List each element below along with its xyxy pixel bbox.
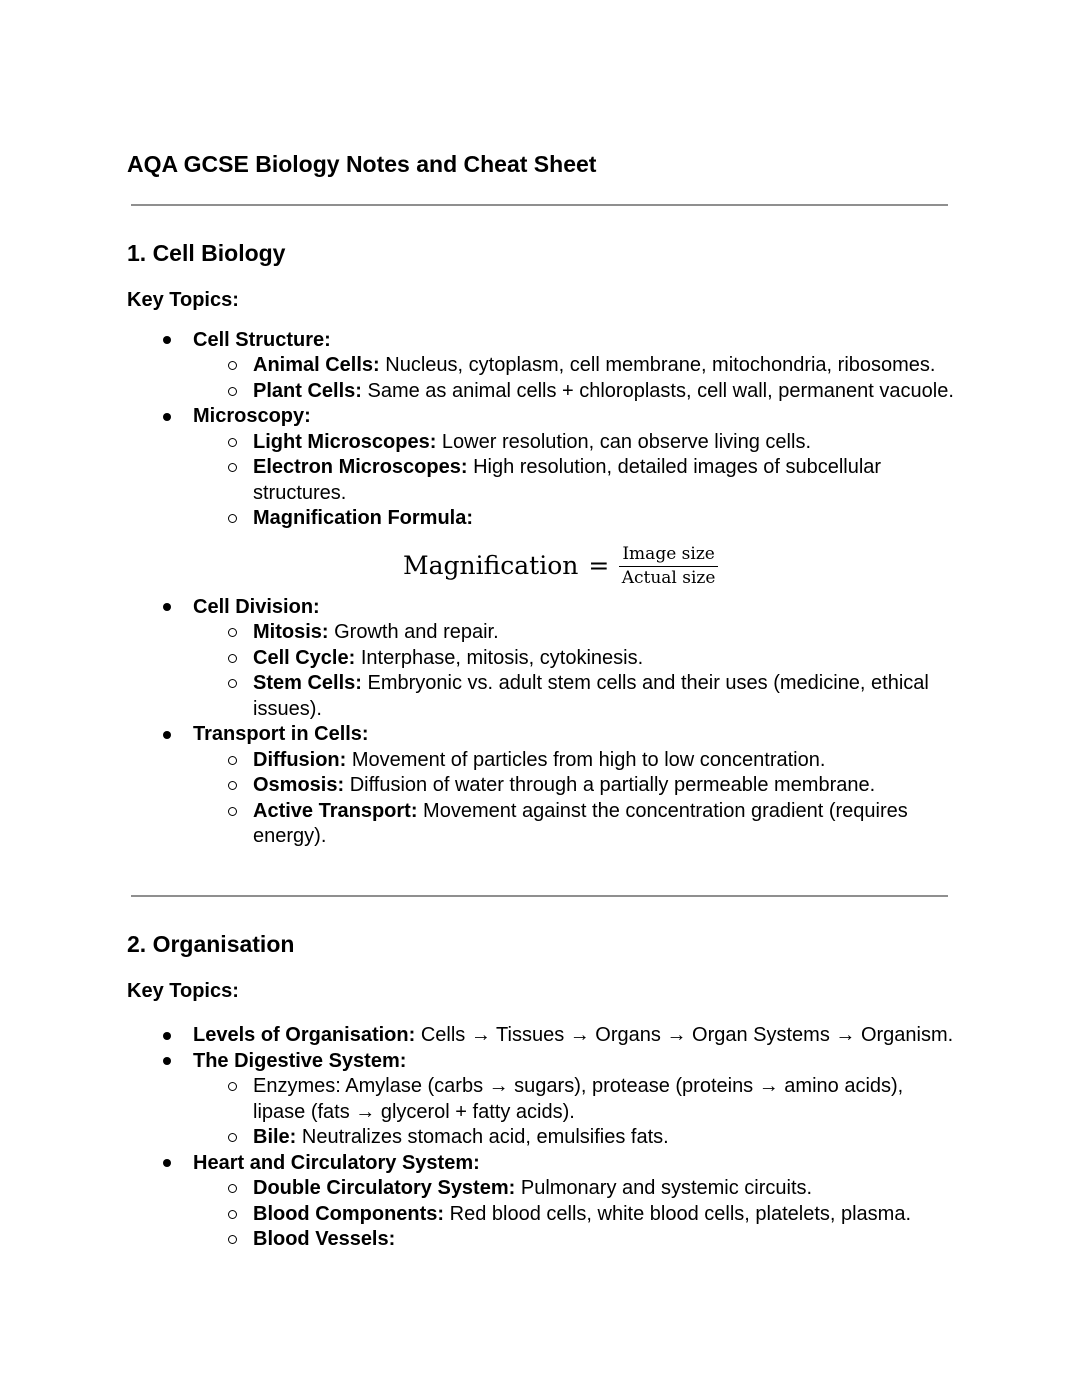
subtopic-label: Electron Microscopes: (253, 456, 468, 478)
subtopic-label: Blood Vessels: (253, 1228, 396, 1250)
key-topics-label: Key Topics: (127, 289, 239, 311)
section-heading: 2. Organisation (127, 930, 295, 957)
formula-denominator: Actual size (621, 567, 716, 588)
topic-content (193, 404, 955, 595)
section-heading: 1. Cell Biology (127, 240, 286, 266)
subtopic-label: Cell Cycle: (253, 646, 356, 669)
bullet-dot-icon (163, 1057, 171, 1065)
formula-equals-sign: = (588, 551, 610, 581)
subtopic-item (193, 799, 955, 850)
topic-content (193, 722, 955, 850)
topic-line (193, 404, 955, 430)
subtopic-label: Plant Cells: (253, 379, 362, 402)
subtopic-label: Animal Cells: (253, 354, 380, 376)
subtopic-text: Interphase, mitosis, cytokinesis. (360, 646, 644, 669)
topic-label: Levels of Organisation: (193, 1024, 416, 1046)
subtopic-item (193, 646, 955, 672)
topic-content (193, 1049, 955, 1151)
document-title: AQA GCSE Biology Notes and Cheat Sheet (127, 151, 597, 177)
topic-label: Transport in Cells: (193, 723, 369, 745)
bullet-circle-icon (228, 463, 237, 472)
subtopic-label: Diffusion: (253, 748, 347, 771)
subtopic-text: Enzymes: Amylase (carbs → sugars), protease (proteins → amino acids), lipase (fats → glycerol + fatty acids). (253, 1075, 904, 1123)
bullet-circle-icon (228, 781, 237, 790)
bullet-circle-icon (228, 387, 237, 396)
subtopic-text: Embryonic vs. adult stem cells and their uses (medicine, ethical issues). (253, 672, 929, 720)
subtopic-label: Osmosis: (253, 774, 345, 796)
subtopic-line (253, 1227, 955, 1253)
subtopic-line (253, 748, 955, 774)
topics-list (127, 1023, 955, 1253)
subtopic-label: Stem Cells: (253, 672, 362, 694)
subtopic-content (253, 646, 955, 672)
subtopics-list (193, 1074, 955, 1151)
topic-item (127, 404, 955, 595)
subtopic-item (193, 1125, 955, 1151)
formula-numerator: Image size (619, 544, 718, 567)
bullet-circle-icon (228, 1184, 237, 1193)
subtopic-content (253, 353, 955, 379)
subtopic-content (253, 773, 955, 799)
subtopic-line (253, 430, 955, 456)
subtopic-content (253, 799, 955, 850)
subtopics-list (193, 353, 955, 404)
subtopics-list (193, 430, 955, 595)
bullet-circle-icon (228, 1235, 237, 1244)
subtopic-text: Movement against the concentration gradient (requires energy). (253, 799, 908, 847)
subtopic-line (253, 620, 955, 646)
subtopic-content (253, 620, 955, 646)
divider (131, 204, 948, 206)
subtopic-label: Magnification Formula: (253, 507, 473, 529)
subtopic-item (193, 1202, 955, 1228)
subtopic-line (253, 1176, 955, 1202)
topic-label: Cell Structure: (193, 328, 331, 351)
subtopic-line (253, 506, 955, 532)
bullet-dot-icon (163, 336, 171, 344)
subtopic-label: Active Transport: (253, 799, 418, 822)
section (127, 204, 955, 850)
subtopic-content (253, 455, 955, 506)
topic-label: Microscopy: (193, 405, 311, 427)
topics-list (127, 328, 955, 850)
subtopic-content (253, 1125, 955, 1151)
bullet-circle-icon (228, 807, 237, 816)
subtopics-list (193, 1176, 955, 1253)
topic-content (193, 595, 955, 723)
subtopic-line (253, 799, 955, 850)
subtopic-content (253, 506, 955, 595)
subtopic-line (253, 379, 955, 405)
subtopic-text: High resolution, detailed images of subcellular structures. (253, 456, 882, 504)
subtopics-list (193, 620, 955, 722)
bullet-circle-icon (228, 756, 237, 765)
subtopic-text: Movement of particles from high to low concentration. (351, 748, 826, 771)
bullet-circle-icon (228, 654, 237, 663)
subtopic-text: Lower resolution, can observe living cells. (441, 430, 811, 453)
bullet-circle-icon (228, 1133, 237, 1142)
topic-item (127, 1049, 955, 1151)
subtopic-content (253, 1074, 955, 1125)
subtopic-text: Nucleus, cytoplasm, cell membrane, mitochondria, ribosomes. (385, 354, 936, 376)
subtopic-content (253, 1176, 955, 1202)
bullet-circle-icon (228, 514, 237, 523)
subtopic-line (253, 1125, 955, 1151)
subtopic-item (193, 671, 955, 722)
subtopic-line (253, 646, 955, 672)
subtopic-label: Mitosis: (253, 621, 329, 643)
subtopic-content (253, 1202, 955, 1228)
subtopic-item (193, 1074, 955, 1125)
subtopic-item (193, 748, 955, 774)
bullet-dot-icon (163, 413, 171, 421)
subtopic-label: Light Microscopes: (253, 430, 437, 453)
subtopic-item (193, 379, 955, 405)
bullet-circle-icon (228, 1082, 237, 1091)
subtopic-label: Bile: (253, 1126, 297, 1148)
topic-item (127, 595, 955, 723)
bullet-circle-icon (228, 361, 237, 370)
bullet-circle-icon (228, 679, 237, 688)
subtopic-label: Blood Components: (253, 1202, 445, 1225)
topic-line (193, 1049, 955, 1075)
subtopic-text: Red blood cells, white blood cells, platelets, plasma. (449, 1202, 912, 1225)
topic-item (127, 722, 955, 850)
subtopics-list (193, 748, 955, 850)
subtopic-item (193, 773, 955, 799)
subtopic-content (253, 379, 955, 405)
topic-label: Cell Division: (193, 595, 320, 618)
bullet-dot-icon (163, 1159, 171, 1167)
bullet-circle-icon (228, 628, 237, 637)
topic-item (127, 328, 955, 405)
topic-label: Heart and Circulatory System: (193, 1151, 480, 1174)
subtopic-item (193, 1176, 955, 1202)
key-topics-label: Key Topics: (127, 979, 239, 1002)
subtopic-line (253, 455, 955, 506)
topic-content (193, 328, 955, 405)
subtopic-line (253, 1074, 955, 1125)
topic-line (193, 1023, 955, 1049)
subtopic-item (193, 455, 955, 506)
bullet-circle-icon (228, 438, 237, 447)
subtopic-text: Same as animal cells + chloroplasts, cell wall, permanent vacuole. (367, 379, 954, 402)
subtopic-text: Diffusion of water through a partially permeable membrane. (349, 774, 876, 796)
subtopic-item (193, 353, 955, 379)
subtopic-text: Neutralizes stomach acid, emulsifies fats. (301, 1126, 669, 1148)
subtopic-item (193, 506, 955, 595)
bullet-dot-icon (163, 603, 171, 611)
subtopic-item (193, 1227, 955, 1253)
subtopic-label: Double Circulatory System: (253, 1177, 516, 1199)
topic-content (193, 1151, 955, 1253)
topic-line (193, 1151, 955, 1177)
bullet-circle-icon (228, 1210, 237, 1219)
subtopic-line (253, 773, 955, 799)
bullet-dot-icon (163, 731, 171, 739)
subtopic-content (253, 748, 955, 774)
bullet-dot-icon (163, 1032, 171, 1040)
topic-line (193, 328, 955, 354)
subtopic-content (253, 1227, 955, 1253)
subtopic-line (253, 353, 955, 379)
subtopic-item (193, 620, 955, 646)
subtopic-content (253, 430, 955, 456)
formula-lhs: Magnification (403, 551, 579, 581)
divider (131, 895, 948, 897)
subtopic-item (193, 430, 955, 456)
sections-container (127, 204, 955, 1253)
section (127, 895, 955, 1253)
magnification-formula (403, 544, 955, 589)
topic-line (193, 595, 955, 621)
subtopic-line (253, 671, 955, 722)
subtopic-text: Growth and repair. (334, 621, 499, 643)
subtopic-content (253, 671, 955, 722)
topic-text: Cells → Tissues → Organs → Organ Systems → Organism. (420, 1024, 954, 1046)
topic-line (193, 722, 955, 748)
topic-content (193, 1023, 955, 1049)
subtopic-text: Pulmonary and systemic circuits. (520, 1177, 813, 1199)
formula-fraction (619, 544, 718, 589)
topic-label: The Digestive System: (193, 1049, 407, 1072)
subtopic-line (253, 1202, 955, 1228)
topic-item (127, 1023, 955, 1049)
topic-item (127, 1151, 955, 1253)
